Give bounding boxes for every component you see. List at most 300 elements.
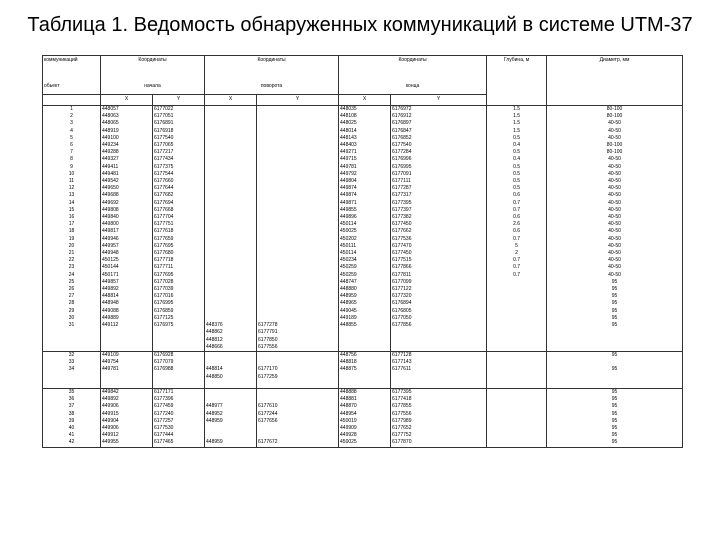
row-number-cell: 27	[43, 293, 101, 300]
end-x-cell: 450114	[339, 221, 391, 228]
turn-x-cell	[205, 351, 257, 359]
row-number-cell: 16	[43, 214, 101, 221]
row-number-cell: 11	[43, 178, 101, 185]
header-turn-sub: поворота	[205, 79, 339, 95]
depth-cell: 2	[487, 250, 547, 257]
start-y-cell: 6177434	[153, 156, 205, 163]
end-y-cell: 6177395	[391, 388, 487, 396]
end-x-cell: 448965	[339, 300, 391, 307]
row-number-cell: 39	[43, 418, 101, 425]
start-y-cell: 6177240	[153, 411, 205, 418]
row-number-cell: 20	[43, 243, 101, 250]
depth-cell	[487, 308, 547, 315]
end-y-cell: 6177811	[391, 272, 487, 279]
end-y-cell: 6177450	[391, 250, 487, 257]
turn-y-cell: 6177850	[257, 337, 339, 344]
end-x-cell: 449271	[339, 149, 391, 156]
end-y-cell: 6177317	[391, 192, 487, 199]
depth-cell: 0.5	[487, 185, 547, 192]
end-y-cell	[391, 344, 487, 352]
row-number-cell: 31	[43, 322, 101, 329]
header-diameter-blank	[547, 95, 683, 106]
header-start-coords: Координаты	[101, 56, 205, 80]
start-x-cell	[101, 337, 153, 344]
turn-y-cell: 6177556	[257, 344, 339, 352]
end-y-cell: 6176852	[391, 135, 487, 142]
row-number-cell: 6	[43, 142, 101, 149]
end-x-cell: 450111	[339, 243, 391, 250]
page-title: Таблица 1. Ведомость обнаруженных коммуникаций в системе UTM-37	[27, 14, 693, 36]
turn-x-cell	[205, 396, 257, 403]
row-number-cell: 8	[43, 156, 101, 163]
start-x-cell: 449948	[101, 250, 153, 257]
end-x-cell: 448025	[339, 120, 391, 127]
turn-x-cell: 448812	[205, 337, 257, 344]
turn-x-cell: 448977	[205, 403, 257, 410]
end-y-cell: 6177470	[391, 243, 487, 250]
table-row	[43, 164, 683, 171]
start-y-cell: 6177711	[153, 264, 205, 271]
diameter-cell: 40-50	[547, 135, 683, 142]
table-row	[43, 337, 683, 344]
end-y-cell	[391, 381, 487, 389]
turn-x-cell	[205, 250, 257, 257]
start-y-cell: 6177444	[153, 432, 205, 439]
start-x-cell: 449800	[101, 221, 153, 228]
header-x-start: X	[101, 95, 153, 106]
diameter-cell: 40-50	[547, 243, 683, 250]
diameter-cell: 95	[547, 366, 683, 373]
depth-cell: 0.6	[487, 228, 547, 235]
row-number-cell: 21	[43, 250, 101, 257]
communications-table-container	[42, 55, 682, 487]
end-x-cell: 449855	[339, 207, 391, 214]
row-number-cell: 35	[43, 388, 101, 396]
table-row	[43, 293, 683, 300]
turn-y-cell	[257, 432, 339, 439]
turn-y-cell	[257, 315, 339, 322]
turn-y-cell	[257, 272, 339, 279]
depth-cell	[487, 322, 547, 329]
header-end-sub: конца	[339, 79, 487, 95]
row-number-cell: 18	[43, 228, 101, 235]
depth-cell: 0.5	[487, 171, 547, 178]
turn-y-cell	[257, 120, 339, 127]
end-x-cell: 448143	[339, 135, 391, 142]
turn-x-cell	[205, 156, 257, 163]
end-x-cell: 448880	[339, 286, 391, 293]
diameter-cell: 95	[547, 286, 683, 293]
start-x-cell: 449817	[101, 228, 153, 235]
start-x-cell: 449912	[101, 432, 153, 439]
end-y-cell: 6177397	[391, 207, 487, 214]
turn-x-cell: 448959	[205, 439, 257, 447]
start-y-cell	[153, 381, 205, 389]
row-number-cell: 17	[43, 221, 101, 228]
start-x-cell: 449288	[101, 149, 153, 156]
turn-y-cell	[257, 214, 339, 221]
diameter-cell: 95	[547, 432, 683, 439]
turn-y-cell	[257, 228, 339, 235]
diameter-cell: 95	[547, 439, 683, 447]
depth-cell: 0.7	[487, 207, 547, 214]
start-x-cell: 449542	[101, 178, 153, 185]
end-x-cell	[339, 344, 391, 352]
turn-x-cell: 448959	[205, 418, 257, 425]
depth-cell: 1.5	[487, 120, 547, 127]
end-x-cell: 448959	[339, 293, 391, 300]
row-number-cell: 3	[43, 120, 101, 127]
row-number-cell: 22	[43, 257, 101, 264]
start-x-cell: 448814	[101, 293, 153, 300]
diameter-cell	[547, 374, 683, 381]
start-y-cell: 6177257	[153, 418, 205, 425]
depth-cell	[487, 425, 547, 432]
start-x-cell: 449650	[101, 185, 153, 192]
diameter-cell: 40-50	[547, 264, 683, 271]
depth-cell	[487, 366, 547, 373]
start-y-cell: 6177660	[153, 178, 205, 185]
end-y-cell: 6177122	[391, 286, 487, 293]
row-number-cell	[43, 337, 101, 344]
start-y-cell: 6177618	[153, 228, 205, 235]
end-x-cell	[339, 337, 391, 344]
turn-y-cell: 6177672	[257, 439, 339, 447]
row-number-cell: 9	[43, 164, 101, 171]
start-y-cell: 6177659	[153, 236, 205, 243]
table-row	[43, 308, 683, 315]
table-row	[43, 106, 683, 114]
turn-x-cell	[205, 425, 257, 432]
start-y-cell: 6177039	[153, 286, 205, 293]
row-number-cell: 33	[43, 359, 101, 366]
turn-x-cell	[205, 243, 257, 250]
header-object: обьект	[43, 79, 101, 95]
start-y-cell: 6176928	[153, 351, 205, 359]
start-y-cell: 6177718	[153, 257, 205, 264]
start-y-cell: 6176918	[153, 128, 205, 135]
row-number-cell: 25	[43, 279, 101, 286]
depth-cell	[487, 351, 547, 359]
turn-x-cell	[205, 228, 257, 235]
turn-x-cell	[205, 432, 257, 439]
end-y-cell: 6177652	[391, 425, 487, 432]
turn-y-cell	[257, 106, 339, 114]
start-y-cell: 6177217	[153, 149, 205, 156]
table-row	[43, 185, 683, 192]
start-x-cell: 449857	[101, 279, 153, 286]
start-x-cell: 449234	[101, 142, 153, 149]
start-y-cell: 6176995	[153, 300, 205, 307]
table-row	[43, 286, 683, 293]
table-row	[43, 228, 683, 235]
row-number-cell: 5	[43, 135, 101, 142]
start-x-cell: 449889	[101, 315, 153, 322]
turn-x-cell	[205, 200, 257, 207]
table-row	[43, 250, 683, 257]
start-y-cell: 6177682	[153, 192, 205, 199]
turn-y-cell	[257, 293, 339, 300]
diameter-cell: 40-50	[547, 228, 683, 235]
start-x-cell	[101, 329, 153, 336]
table-row	[43, 300, 683, 307]
end-y-cell: 6176847	[391, 128, 487, 135]
table-row	[43, 366, 683, 373]
turn-y-cell	[257, 388, 339, 396]
table-row	[43, 243, 683, 250]
table-row	[43, 351, 683, 359]
row-number-cell	[43, 374, 101, 381]
diameter-cell: 95	[547, 396, 683, 403]
turn-y-cell: 6177656	[257, 418, 339, 425]
row-number-cell: 4	[43, 128, 101, 135]
start-x-cell: 450171	[101, 272, 153, 279]
end-y-cell: 6177382	[391, 214, 487, 221]
table-row	[43, 272, 683, 279]
table-row	[43, 411, 683, 418]
depth-cell: 0.4	[487, 142, 547, 149]
end-y-cell: 6177856	[391, 322, 487, 329]
end-y-cell: 6177050	[391, 315, 487, 322]
start-y-cell: 6177065	[153, 142, 205, 149]
table-row	[43, 315, 683, 322]
start-y-cell: 6177680	[153, 250, 205, 257]
turn-y-cell: 6177278	[257, 322, 339, 329]
depth-cell	[487, 293, 547, 300]
turn-y-cell	[257, 113, 339, 120]
end-x-cell: 448035	[339, 106, 391, 114]
turn-y-cell	[257, 264, 339, 271]
header-depth: Глубина, м	[487, 56, 547, 95]
start-y-cell: 6177016	[153, 293, 205, 300]
depth-cell: 1.5	[487, 128, 547, 135]
start-y-cell: 6177694	[153, 200, 205, 207]
turn-x-cell	[205, 286, 257, 293]
row-number-cell: 28	[43, 300, 101, 307]
row-number-cell: 10	[43, 171, 101, 178]
turn-x-cell	[205, 272, 257, 279]
start-x-cell: 449754	[101, 359, 153, 366]
turn-x-cell	[205, 120, 257, 127]
start-x-cell: 448063	[101, 113, 153, 120]
header-y-end: Y	[391, 95, 487, 106]
header-depth-blank	[487, 95, 547, 106]
header-communication-no: коммуникаций	[43, 56, 101, 80]
turn-x-cell	[205, 381, 257, 389]
table-row	[43, 439, 683, 447]
end-y-cell: 6177855	[391, 403, 487, 410]
start-y-cell: 6177465	[153, 439, 205, 447]
end-x-cell: 449045	[339, 308, 391, 315]
row-number-cell	[43, 329, 101, 336]
diameter-cell: 95	[547, 322, 683, 329]
turn-y-cell	[257, 135, 339, 142]
depth-cell	[487, 418, 547, 425]
diameter-cell: 40-50	[547, 214, 683, 221]
turn-y-cell	[257, 381, 339, 389]
end-y-cell: 6176996	[391, 156, 487, 163]
depth-cell	[487, 403, 547, 410]
end-y-cell: 6176894	[391, 300, 487, 307]
end-x-cell: 448888	[339, 388, 391, 396]
row-number-cell: 19	[43, 236, 101, 243]
end-x-cell: 449792	[339, 171, 391, 178]
turn-x-cell	[205, 388, 257, 396]
row-number-cell: 29	[43, 308, 101, 315]
table-row	[43, 171, 683, 178]
diameter-cell: 95	[547, 300, 683, 307]
diameter-cell: 95	[547, 403, 683, 410]
diameter-cell: 95	[547, 308, 683, 315]
depth-cell	[487, 396, 547, 403]
end-x-cell	[339, 381, 391, 389]
turn-y-cell	[257, 149, 339, 156]
turn-x-cell	[205, 128, 257, 135]
end-x-cell: 448870	[339, 403, 391, 410]
turn-y-cell	[257, 257, 339, 264]
diameter-cell: 40-50	[547, 185, 683, 192]
start-y-cell: 6177644	[153, 185, 205, 192]
table-row	[43, 135, 683, 142]
table-row	[43, 418, 683, 425]
row-number-cell: 34	[43, 366, 101, 373]
table-row	[43, 200, 683, 207]
end-y-cell: 6176805	[391, 308, 487, 315]
table-row	[43, 381, 683, 389]
end-x-cell: 450234	[339, 257, 391, 264]
turn-y-cell	[257, 207, 339, 214]
depth-cell: 1.5	[487, 106, 547, 114]
turn-y-cell	[257, 156, 339, 163]
diameter-cell: 40-50	[547, 207, 683, 214]
diameter-cell: 80-100	[547, 113, 683, 120]
turn-x-cell	[205, 236, 257, 243]
start-y-cell: 6177028	[153, 279, 205, 286]
end-x-cell: 448881	[339, 396, 391, 403]
start-x-cell: 449842	[101, 388, 153, 396]
table-row	[43, 214, 683, 221]
row-number-cell: 24	[43, 272, 101, 279]
table-row	[43, 113, 683, 120]
turn-y-cell	[257, 171, 339, 178]
depth-cell	[487, 432, 547, 439]
end-x-cell: 448108	[339, 113, 391, 120]
end-y-cell	[391, 374, 487, 381]
depth-cell: 5	[487, 243, 547, 250]
table-row	[43, 149, 683, 156]
depth-cell	[487, 381, 547, 389]
end-x-cell: 449896	[339, 214, 391, 221]
turn-x-cell	[205, 308, 257, 315]
table-row	[43, 142, 683, 149]
end-x-cell: 450259	[339, 272, 391, 279]
turn-y-cell	[257, 279, 339, 286]
table-row	[43, 192, 683, 199]
start-x-cell: 449892	[101, 286, 153, 293]
end-x-cell: 448756	[339, 351, 391, 359]
table-row	[43, 359, 683, 366]
turn-x-cell	[205, 178, 257, 185]
turn-y-cell	[257, 308, 339, 315]
depth-cell	[487, 374, 547, 381]
turn-y-cell	[257, 221, 339, 228]
table-row	[43, 344, 683, 352]
row-number-cell: 32	[43, 351, 101, 359]
end-x-cell: 450114	[339, 250, 391, 257]
turn-x-cell	[205, 221, 257, 228]
start-y-cell	[153, 329, 205, 336]
end-y-cell: 6177418	[391, 396, 487, 403]
end-y-cell: 6177450	[391, 221, 487, 228]
start-y-cell: 6177668	[153, 207, 205, 214]
end-x-cell: 449804	[339, 178, 391, 185]
depth-cell: 0.5	[487, 149, 547, 156]
depth-cell	[487, 329, 547, 336]
start-x-cell: 449688	[101, 192, 153, 199]
end-y-cell: 6177143	[391, 359, 487, 366]
start-x-cell: 448065	[101, 120, 153, 127]
end-x-cell: 450025	[339, 439, 391, 447]
table-row	[43, 425, 683, 432]
header-diameter: Диаметр, мм	[547, 56, 683, 95]
header-end-coords: Координаты	[339, 56, 487, 80]
table-row	[43, 120, 683, 127]
turn-y-cell	[257, 236, 339, 243]
diameter-cell: 95	[547, 315, 683, 322]
communications-table	[42, 55, 683, 448]
diameter-cell: 95	[547, 293, 683, 300]
table-row	[43, 264, 683, 271]
turn-x-cell	[205, 207, 257, 214]
end-x-cell: 449715	[339, 156, 391, 163]
depth-cell	[487, 411, 547, 418]
depth-cell	[487, 315, 547, 322]
diameter-cell: 40-50	[547, 128, 683, 135]
depth-cell: 0.4	[487, 156, 547, 163]
start-y-cell: 6177125	[153, 315, 205, 322]
turn-y-cell	[257, 425, 339, 432]
header-y-turn: Y	[257, 95, 339, 106]
table-row	[43, 322, 683, 329]
header-y-start: Y	[153, 95, 205, 106]
depth-cell	[487, 279, 547, 286]
start-y-cell: 6177171	[153, 388, 205, 396]
diameter-cell: 40-50	[547, 236, 683, 243]
table-row	[43, 178, 683, 185]
table-row	[43, 374, 683, 381]
diameter-cell: 40-50	[547, 156, 683, 163]
turn-y-cell	[257, 359, 339, 366]
end-y-cell: 6177284	[391, 149, 487, 156]
depth-cell: 2.6	[487, 221, 547, 228]
diameter-cell: 40-50	[547, 272, 683, 279]
diameter-cell	[547, 329, 683, 336]
turn-x-cell	[205, 300, 257, 307]
row-number-cell: 30	[43, 315, 101, 322]
end-x-cell: 448014	[339, 128, 391, 135]
turn-x-cell: 448814	[205, 366, 257, 373]
turn-x-cell	[205, 264, 257, 271]
diameter-cell	[547, 381, 683, 389]
end-y-cell: 6176972	[391, 106, 487, 114]
diameter-cell: 95	[547, 351, 683, 359]
turn-x-cell: 448850	[205, 374, 257, 381]
turn-y-cell: 6177791	[257, 329, 339, 336]
turn-y-cell	[257, 300, 339, 307]
row-number-cell	[43, 381, 101, 389]
diameter-cell: 40-50	[547, 200, 683, 207]
end-y-cell: 6176912	[391, 113, 487, 120]
